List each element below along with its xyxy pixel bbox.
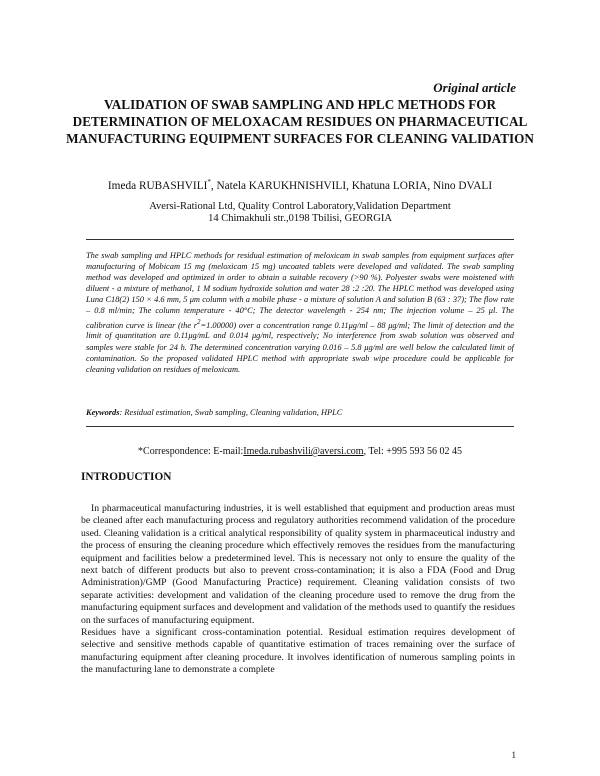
correspondence-phone: , Tel: +995 593 56 02 45 (363, 446, 462, 457)
abstract-bottom-divider (86, 426, 514, 427)
affiliation-line-2: 14 Chimakhuli str.,0198 Tbilisi, GEORGIA (208, 213, 392, 224)
keywords (86, 408, 514, 417)
co-authors: , Natela KARUKHNISHVILI, Khatuna LORIA, Nino DVALI (210, 179, 493, 192)
abstract-text-part-1: The swab sampling and HPLC methods for residual estimation of meloxicam in swab samples from equipment surfaces after manufacturing of Mobicam 15 mg (meloxicam 15 mg) uncoated tablets were developed and validated. The swab sampling method was developed and optimized in order to obtain a suitable recovery (>90 %). Polyester swabs were moistened with diluent - a mixture of methanol, 1 M sodium hydroxide solution and water 28 :2 :20. The HPLC method was developed using Luna C18(2) 150 × 4.6 mm, 5 μm column with a mobile phase - a mixture of solution A and solution B (63 : 37); The flow rate – 0.8 ml/min; The column temperature - 40°C; The detector wavelength - 254 nm; The injection volume – 25 μl. The calibration curve is linear (the r (86, 251, 514, 330)
correspondence-email-link[interactable]: Imeda.rubashvili@aversi.com (243, 446, 364, 457)
corresponding-author: Imeda RUBASHVILI (107, 179, 208, 192)
abstract-top-divider (86, 239, 514, 240)
introduction-paragraph-2: Residues have a significant cross-contamination potential. Residual estimation requires development of selective and sensitive methods capable of quantitative estimation of traces remaining over the surface of manufacturing equipment after cleaning procedure. It involves identification of numerous sampling points in the manufacturing lane to demonstrate a complete (81, 627, 515, 676)
correspondence-line (60, 446, 540, 457)
correspondence-prefix: *Correspondence: E-mail: (138, 446, 244, 457)
author-list (60, 178, 540, 192)
paper-title: VALIDATION OF SWAB SAMPLING AND HPLC METHODS FOR DETERMINATION OF MELOXACAM RESIDUES ON PHARMACEUTICAL MANUFACTURING EQUIPMENT SURFACES FOR CLEANING VALIDATION (66, 97, 534, 146)
introduction-paragraph-1: In pharmaceutical manufacturing industries, it is well established that equipment and production areas must be cleaned after each manufacturing process and regulatory authorities recommend validation of the procedure used. Cleaning validation is a critical analytical responsibility of quality system in pharmaceutical industry and the process of ensuring the cleaning procedure which effectively removes the residues from the manufacturing equipment and facilities below a predetermined level. This is necessary not only to ensure the quality of the next batch of different products but also to prevent cross-contamination; it is also a FDA (Food and Drug Administration)/GMP (Good Manufacturing Practice) requirement. Cleaning validation consists of two separate activities: development and validation of the cleaning procedure used to remove the drug from the manufacturing equipment surfaces and development and validation of the methods used to quantify the residues on the surfaces of manufacturing equipment. (81, 503, 515, 626)
section-heading-introduction: INTRODUCTION (81, 471, 172, 483)
article-type-label: Original article (433, 80, 516, 95)
introduction-body (81, 503, 515, 677)
page-number: 1 (511, 750, 516, 760)
affiliation-line-1: Aversi-Rational Ltd, Quality Control Laboratory,Validation Department (149, 201, 451, 212)
abstract-r-squared-sup: 2 (196, 317, 201, 326)
abstract (86, 250, 514, 375)
corresponding-author-mark: * (207, 178, 211, 186)
abstract-text-part-2: =1.00000) over a concentration range 0.11μg/ml – 88 μg/ml; The limit of detection and the limit of quantitation are 0.11μg/mL and 0.014 μg/ml, respectively; No interference from swab solution was observed and samples were stable for 24 h. The determined concentration varying 0.016 – 5.8 μg/ml are well below the calculated limit of contamination. So the proposed validated HPLC method with appropriate swab wipe procedure could be applicable for cleaning validation on residues of meloxicam. (86, 320, 514, 374)
keywords-text: : Residual estimation, Swab sampling, Cleaning validation, HPLC (119, 408, 343, 417)
keywords-label: Keywords (86, 408, 120, 417)
